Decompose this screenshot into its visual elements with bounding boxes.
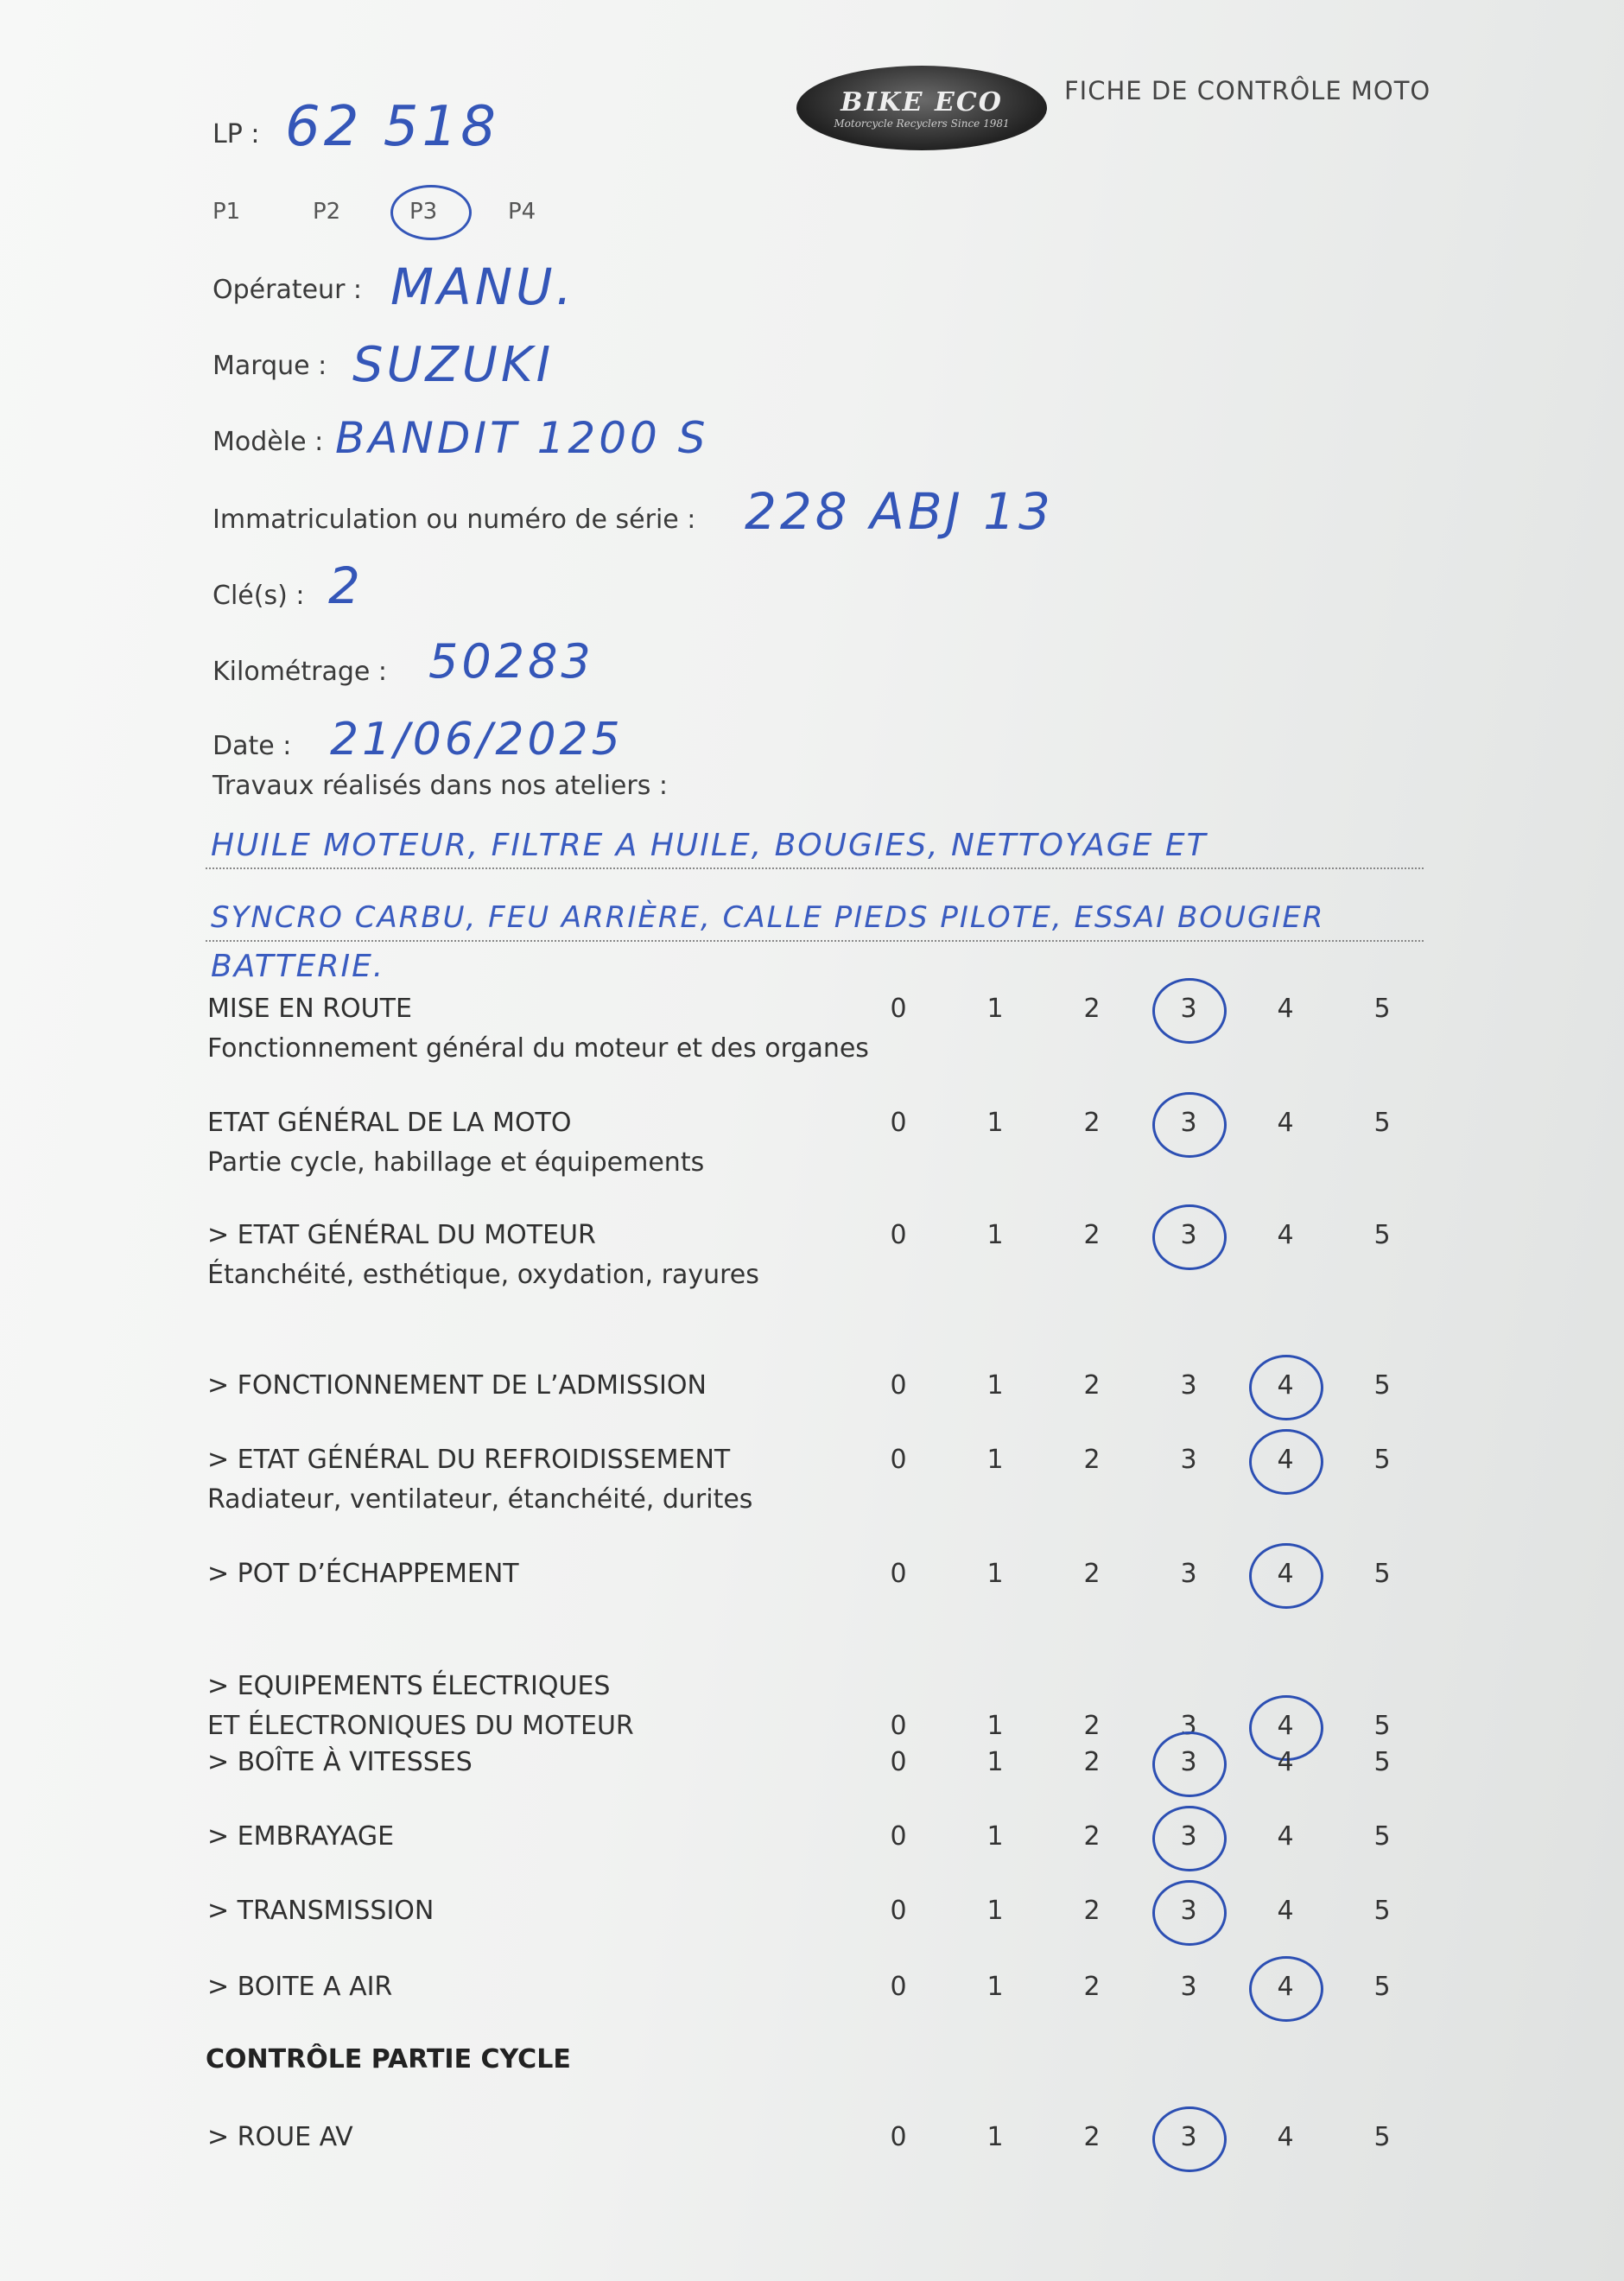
check-title: > EQUIPEMENTS ÉLECTRIQUES xyxy=(207,1671,611,1701)
operator-value: MANU. xyxy=(390,257,575,316)
score-option-0: 0 xyxy=(890,1821,907,1852)
score-option-0: 0 xyxy=(890,1220,907,1250)
check-title: > EMBRAYAGE xyxy=(207,1821,395,1852)
date-value: 21/06/2025 xyxy=(330,714,624,766)
score-option-0: 0 xyxy=(890,1370,907,1401)
score-option-1: 1 xyxy=(986,1711,1004,1741)
position-p2: P2 xyxy=(313,199,341,225)
position-p1: P1 xyxy=(213,199,241,225)
score-option-2: 2 xyxy=(1083,1108,1101,1138)
keys-label: Clé(s) : xyxy=(213,581,305,611)
works-line-2 xyxy=(206,940,1424,942)
model-label: Modèle : xyxy=(213,427,324,457)
score-option-3: 3 xyxy=(1171,1108,1206,1138)
score-option-5: 5 xyxy=(1373,1108,1391,1138)
check-title: > ETAT GÉNÉRAL DU MOTEUR xyxy=(207,1220,596,1250)
score-option-1: 1 xyxy=(986,1559,1004,1589)
form-title: FICHE DE CONTRÔLE MOTO xyxy=(1064,76,1431,105)
score-option-5: 5 xyxy=(1373,1972,1391,2002)
score-option-3: 3 xyxy=(1171,1896,1206,1926)
score-option-0: 0 xyxy=(890,1972,907,2002)
score-option-4: 4 xyxy=(1277,1747,1294,1777)
score-option-3: 3 xyxy=(1171,1220,1206,1250)
score-option-1: 1 xyxy=(986,2122,1004,2152)
keys-value: 2 xyxy=(328,556,364,615)
score-option-4: 4 xyxy=(1268,1711,1303,1741)
check-title: > TRANSMISSION xyxy=(207,1896,435,1926)
score-option-2: 2 xyxy=(1083,1747,1101,1777)
score-option-1: 1 xyxy=(986,1821,1004,1852)
works-line-1 xyxy=(206,867,1424,869)
date-label: Date : xyxy=(213,731,292,761)
score-option-4: 4 xyxy=(1277,994,1294,1024)
score-option-5: 5 xyxy=(1373,1711,1391,1741)
score-option-0: 0 xyxy=(890,1747,907,1777)
score-option-2: 2 xyxy=(1083,1821,1101,1852)
model-value: BANDIT 1200 S xyxy=(335,413,709,463)
brand-value: SUZUKI xyxy=(352,337,555,393)
score-option-5: 5 xyxy=(1373,1896,1391,1926)
check-subtitle: Étanchéité, esthétique, oxydation, rayures xyxy=(207,1260,759,1290)
score-option-0: 0 xyxy=(890,1711,907,1741)
score-option-3: 3 xyxy=(1171,2122,1206,2152)
position-p3: P3 xyxy=(409,199,438,225)
score-option-5: 5 xyxy=(1373,1821,1391,1852)
score-option-3: 3 xyxy=(1171,1747,1206,1777)
bike-eco-logo xyxy=(796,66,1047,150)
score-option-5: 5 xyxy=(1373,1220,1391,1250)
score-option-1: 1 xyxy=(986,994,1004,1024)
score-option-2: 2 xyxy=(1083,1370,1101,1401)
score-option-0: 0 xyxy=(890,2122,907,2152)
score-option-1: 1 xyxy=(986,1896,1004,1926)
check-title: > ROUE AV xyxy=(207,2122,353,2152)
check-title: ETAT GÉNÉRAL DE LA MOTO xyxy=(207,1108,572,1138)
works-text-line-3: BATTERIE. xyxy=(211,949,385,984)
score-option-2: 2 xyxy=(1083,1896,1101,1926)
score-option-3: 3 xyxy=(1180,1445,1197,1475)
check-subtitle: Fonctionnement général du moteur et des organes xyxy=(207,1033,869,1064)
score-option-3: 3 xyxy=(1180,1711,1197,1741)
score-option-3: 3 xyxy=(1171,1821,1206,1852)
score-option-4: 4 xyxy=(1268,1972,1303,2002)
operator-label: Opérateur : xyxy=(213,275,363,305)
check-title: > BOÎTE À VITESSES xyxy=(207,1747,473,1777)
registration-label: Immatriculation ou numéro de série : xyxy=(213,505,696,535)
score-option-2: 2 xyxy=(1083,2122,1101,2152)
works-text-line-2: SYNCRO CARBU, FEU ARRIÈRE, CALLE PIEDS PILOTE, ESSAI BOUGIER xyxy=(211,900,1325,935)
mileage-label: Kilométrage : xyxy=(213,657,388,687)
score-option-5: 5 xyxy=(1373,1445,1391,1475)
section-title-partie-cycle: CONTRÔLE PARTIE CYCLE xyxy=(206,2044,571,2075)
score-option-2: 2 xyxy=(1083,1972,1101,2002)
score-option-4: 4 xyxy=(1268,1559,1303,1589)
logo-brand-text: BIKE ECO xyxy=(841,86,1003,118)
position-p4: P4 xyxy=(508,199,536,225)
score-option-3: 3 xyxy=(1171,994,1206,1024)
works-text-line-1: HUILE MOTEUR, FILTRE A HUILE, BOUGIES, NETTOYAGE ET xyxy=(211,828,1208,863)
score-option-4: 4 xyxy=(1268,1370,1303,1401)
score-option-4: 4 xyxy=(1268,1445,1303,1475)
check-title: MISE EN ROUTE xyxy=(207,994,412,1024)
lp-value: 62 518 xyxy=(285,95,499,159)
score-option-0: 0 xyxy=(890,1108,907,1138)
score-option-4: 4 xyxy=(1277,1896,1294,1926)
check-title: > BOITE A AIR xyxy=(207,1972,393,2002)
check-title: > POT D’ÉCHAPPEMENT xyxy=(207,1559,519,1589)
score-option-5: 5 xyxy=(1373,994,1391,1024)
score-option-0: 0 xyxy=(890,1445,907,1475)
score-option-2: 2 xyxy=(1083,1559,1101,1589)
score-option-2: 2 xyxy=(1083,1220,1101,1250)
score-option-4: 4 xyxy=(1277,1108,1294,1138)
position-selected-circle xyxy=(390,185,472,240)
score-option-5: 5 xyxy=(1373,1559,1391,1589)
score-option-4: 4 xyxy=(1277,2122,1294,2152)
score-option-1: 1 xyxy=(986,1220,1004,1250)
score-option-3: 3 xyxy=(1180,1559,1197,1589)
score-option-0: 0 xyxy=(890,994,907,1024)
check-subtitle: Partie cycle, habillage et équipements xyxy=(207,1147,705,1178)
score-option-1: 1 xyxy=(986,1972,1004,2002)
score-option-3: 3 xyxy=(1180,1972,1197,2002)
score-option-0: 0 xyxy=(890,1896,907,1926)
brand-label: Marque : xyxy=(213,351,327,381)
works-label: Travaux réalisés dans nos ateliers : xyxy=(213,771,668,801)
check-title: > ETAT GÉNÉRAL DU REFROIDISSEMENT xyxy=(207,1445,731,1475)
score-option-2: 2 xyxy=(1083,1711,1101,1741)
score-option-2: 2 xyxy=(1083,1445,1101,1475)
mileage-value: 50283 xyxy=(428,634,594,689)
score-option-4: 4 xyxy=(1277,1821,1294,1852)
score-option-2: 2 xyxy=(1083,994,1101,1024)
score-option-1: 1 xyxy=(986,1747,1004,1777)
score-option-1: 1 xyxy=(986,1370,1004,1401)
check-title: > FONCTIONNEMENT DE L’ADMISSION xyxy=(207,1370,707,1401)
score-option-3: 3 xyxy=(1180,1370,1197,1401)
score-option-1: 1 xyxy=(986,1108,1004,1138)
score-option-5: 5 xyxy=(1373,2122,1391,2152)
check-subtitle: ET ÉLECTRONIQUES DU MOTEUR xyxy=(207,1711,634,1741)
score-option-5: 5 xyxy=(1373,1747,1391,1777)
registration-value: 228 ABJ 13 xyxy=(745,482,1054,541)
lp-label: LP : xyxy=(213,119,260,149)
score-option-0: 0 xyxy=(890,1559,907,1589)
logo-subtitle: Motorcycle Recyclers Since 1981 xyxy=(834,117,1010,130)
score-option-4: 4 xyxy=(1277,1220,1294,1250)
score-option-1: 1 xyxy=(986,1445,1004,1475)
check-subtitle: Radiateur, ventilateur, étanchéité, durites xyxy=(207,1484,753,1515)
score-option-5: 5 xyxy=(1373,1370,1391,1401)
